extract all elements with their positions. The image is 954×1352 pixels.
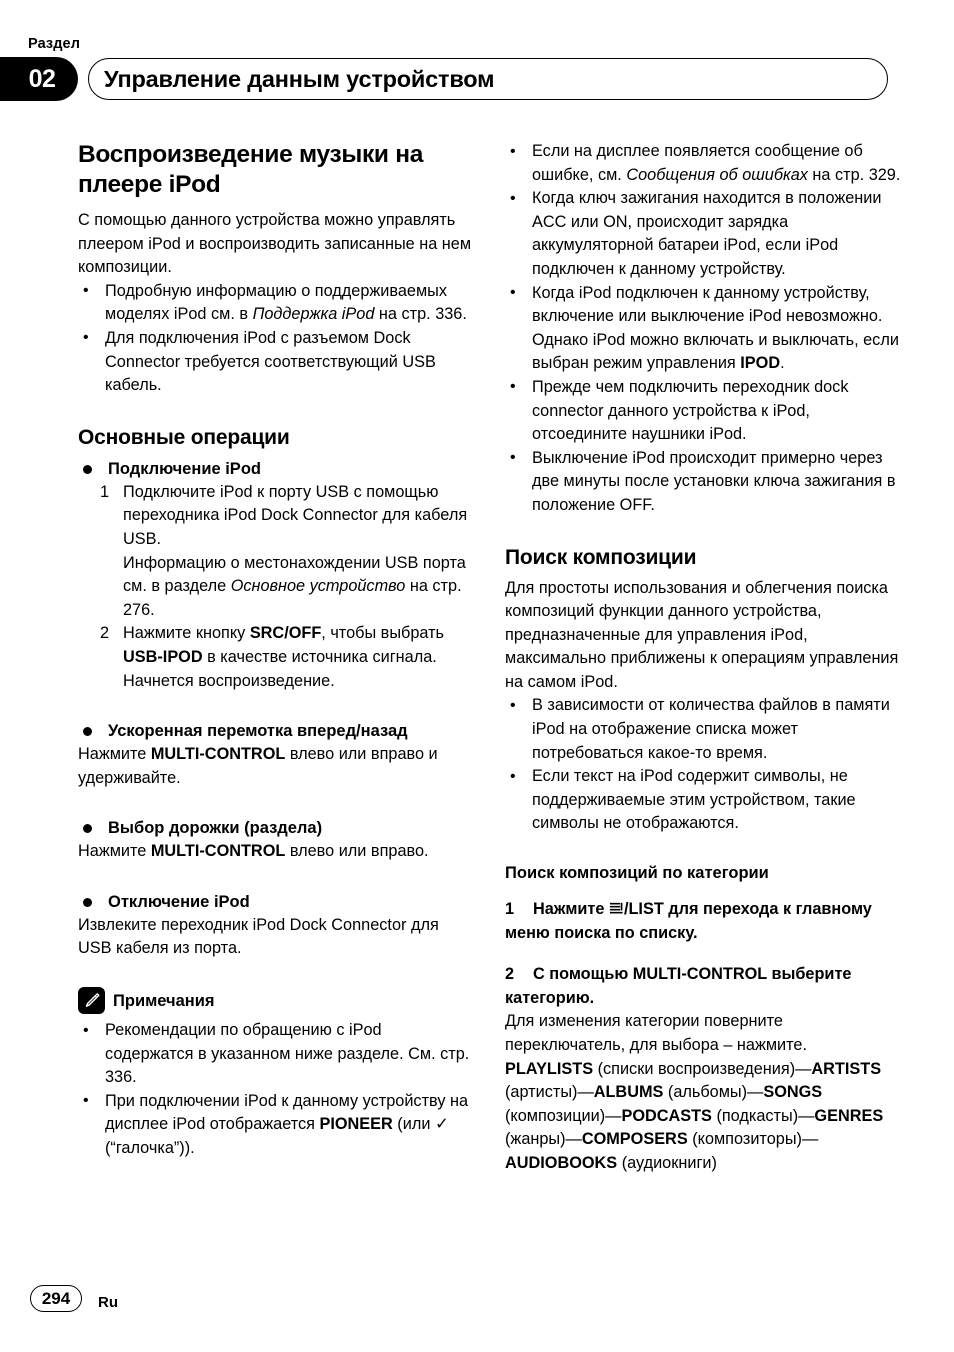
- bold-multi-control: MULTI-CONTROL: [150, 745, 286, 764]
- body-post: влево или вправо.: [285, 842, 429, 861]
- subsection-title-basic-operations: Основные операции: [78, 425, 290, 449]
- bullet-text-pre: Когда iPod подключен к данному устройству, включение или выключение iPod невозможно. Однако iPod можно включать и выключать, если выбран режим управления: [532, 283, 899, 373]
- category-podcasts-gloss: (подкасты)—: [711, 1106, 815, 1125]
- category-step-2: [505, 963, 901, 1010]
- body-pre: Нажмите: [78, 745, 151, 764]
- category-audiobooks: AUDIOBOOKS: [505, 1153, 618, 1172]
- chapter-kicker-label: Раздел: [28, 36, 81, 52]
- page-title: Управление данным устройством: [104, 66, 495, 92]
- list-item: [505, 187, 901, 281]
- step-bold-usb-ipod: USB-IPOD: [123, 647, 203, 666]
- list-item: • Если текст на iPod содержит символы, не поддерживаемые этим устройством, такие символы не отображаются.: [505, 765, 901, 836]
- step-number: 2: [505, 965, 515, 984]
- page-header: [0, 0, 954, 110]
- step-text-pre: Нажмите кнопку: [123, 624, 250, 643]
- language-code: Ru: [98, 1294, 118, 1311]
- category-chain: [505, 1058, 901, 1176]
- bullet-text-italic: Сообщения об ошибках: [626, 165, 808, 184]
- pencil-icon: [78, 987, 105, 1014]
- bullet-text-pre: Прежде чем подключить переходник dock connector данного устройства к iPod, отсоедините наушники iPod.: [532, 377, 849, 444]
- category-playlists: PLAYLISTS: [505, 1059, 594, 1078]
- category-audiobooks-gloss: (аудиокниги): [617, 1153, 717, 1172]
- song-search-bullet-list: [505, 694, 901, 836]
- minor-head-category-search: Поиск композиций по категории: [505, 864, 769, 883]
- spacer: [78, 864, 474, 890]
- step-1: [78, 481, 474, 552]
- list-item: • В зависимости от количества файлов в памяти iPod на отображение списка может потребоваться какое-то время.: [505, 694, 901, 765]
- list-item: [78, 1090, 474, 1161]
- track-selection-body: [78, 840, 474, 864]
- spacer: [78, 790, 474, 816]
- page-number-badge: 294: [30, 1285, 82, 1312]
- list-item: [505, 140, 901, 187]
- top-bullet-list: [505, 140, 901, 518]
- category-genres-gloss: (жанры)—: [505, 1130, 582, 1149]
- list-item: [505, 447, 901, 518]
- category-step-1: [505, 898, 901, 945]
- step-bold-src-off: SRC/OFF: [249, 624, 322, 643]
- step-note-italic: Основное устройство: [230, 577, 406, 596]
- spacer: [505, 889, 901, 898]
- category-songs-gloss: (композиции)—: [505, 1106, 622, 1125]
- notes-list: [78, 1019, 474, 1161]
- category-composers-gloss: (композиторы)—: [687, 1130, 819, 1149]
- step-number: 2: [100, 624, 110, 643]
- spacer: [78, 961, 474, 987]
- bullet-text-post: на стр. 336.: [374, 305, 467, 324]
- bullet-text-post: на стр. 329.: [807, 165, 901, 184]
- minor-head-disconnect-ipod: Отключение iPod: [78, 890, 474, 914]
- spacer: [505, 518, 901, 544]
- spacer: [78, 398, 474, 424]
- right-column: [505, 140, 901, 1176]
- song-search-intro: Для простоты использования и облегчения поиска композиций функции данного устройства, предназначенные для управления iPod, максимально приближены к операциям управления на самом iPod.: [505, 578, 899, 691]
- bold-ipod-mode: IPOD: [740, 354, 781, 373]
- spacer: [505, 836, 901, 862]
- notes-header: [78, 987, 474, 1014]
- note-text: Рекомендации по обращению с iPod содержатся в указанном ниже разделе. См. стр. 336.: [105, 1021, 470, 1087]
- bullet-text-pre: Выключение iPod происходит примерно через две минуты после установки ключа зажигания в положение OFF.: [532, 448, 896, 514]
- bullet-text-pre: Если на дисплее появляется сообщение об ошибке, см.: [532, 142, 863, 184]
- category-artists-gloss: (артисты)—: [505, 1083, 594, 1102]
- notes-title: Примечания: [113, 991, 215, 1010]
- note-text-pre: При подключении iPod к данному устройству на дисплее iPod отображается: [105, 1091, 469, 1134]
- step-number: 1: [505, 900, 515, 919]
- list-item: [78, 1019, 474, 1090]
- bullet-text-pre: Когда ключ зажигания находится в положении ACC или ON, происходит зарядка аккумуляторной батареи iPod, если iPod подключен к данному устройству.: [532, 189, 882, 278]
- spacer: [78, 693, 474, 719]
- disconnect-body: Извлеките переходник iPod Dock Connector для USB кабеля из порта.: [78, 915, 439, 958]
- minor-head-connect-ipod: Подключение iPod: [78, 457, 474, 481]
- spacer: [505, 945, 901, 963]
- category-genres: GENRES: [814, 1106, 884, 1125]
- step-text: Подключите iPod к порту USB с помощью переходника iPod Dock Connector для кабеля USB.: [123, 482, 468, 548]
- left-column: [78, 140, 474, 1161]
- category-playlists-gloss: (списки воспроизведения)—: [593, 1059, 812, 1078]
- step-2: [78, 622, 474, 693]
- step-text-post: в качестве источника сигнала. Начнется воспроизведение.: [123, 647, 437, 690]
- minor-head-fast-forward-rewind: Ускоренная перемотка вперед/назад: [78, 719, 474, 743]
- body-pre: Нажмите: [78, 842, 151, 861]
- bold-multi-control: MULTI-CONTROL: [150, 842, 286, 861]
- bold-pioneer: PIONEER: [319, 1115, 393, 1134]
- bullet-text-pre: Подробную информацию о поддерживаемых моделях iPod см. в: [105, 281, 447, 324]
- intro-paragraph: С помощью данного устройства можно управлять плеером iPod и воспроизводить записанные на нем композиции.: [78, 211, 472, 277]
- bullet-text-italic: Поддержка iPod: [252, 305, 375, 324]
- step-note-pre: Информацию о местонахождении USB порта см. в разделе: [123, 553, 466, 596]
- subsection-title-song-search: Поиск композиции: [505, 545, 697, 569]
- category-body: Для изменения категории поверните переключатель, для выбора – нажмите.: [505, 1012, 807, 1054]
- step-1-note: [78, 552, 474, 623]
- step-text: С помощью MULTI-CONTROL выберите категорию.: [505, 965, 852, 1007]
- minor-head-track-selection: Выбор дорожки (раздела): [78, 816, 474, 840]
- category-podcasts: PODCASTS: [621, 1106, 712, 1125]
- list-item: [505, 282, 901, 376]
- fast-forward-body: [78, 743, 474, 790]
- chapter-number-badge: 02: [0, 57, 78, 101]
- note-text-post: (или ✓ (“галочка”)).: [105, 1115, 449, 1158]
- category-composers: COMPOSERS: [581, 1130, 688, 1149]
- list-item: [78, 327, 474, 398]
- category-artists: ARTISTS: [811, 1059, 882, 1078]
- step-text-post: /LIST для перехода к главному меню поиска по списку.: [505, 900, 872, 942]
- step-text-pre: Нажмите: [533, 900, 609, 919]
- bullet-text-pre: Для подключения iPod с разъемом Dock Connector требуется соответствующий USB кабель.: [105, 328, 436, 395]
- bullet-text-post: .: [780, 354, 785, 373]
- section-title-ipod-playback: Воспроизведение музыки на плеере iPod: [78, 141, 424, 198]
- body-post: влево или вправо и удерживайте.: [78, 745, 438, 787]
- list-item: [78, 280, 474, 327]
- step-note-post: на стр. 276.: [123, 577, 462, 619]
- category-albums: ALBUMS: [593, 1083, 664, 1102]
- intro-bullet-list: [78, 280, 474, 398]
- list-item: [505, 376, 901, 447]
- category-albums-gloss: (альбомы)—: [663, 1083, 764, 1102]
- category-songs: SONGS: [763, 1083, 823, 1102]
- list-icon: [609, 900, 624, 915]
- step-number: 1: [100, 482, 110, 501]
- step-text-mid: , чтобы выбрать: [321, 624, 445, 643]
